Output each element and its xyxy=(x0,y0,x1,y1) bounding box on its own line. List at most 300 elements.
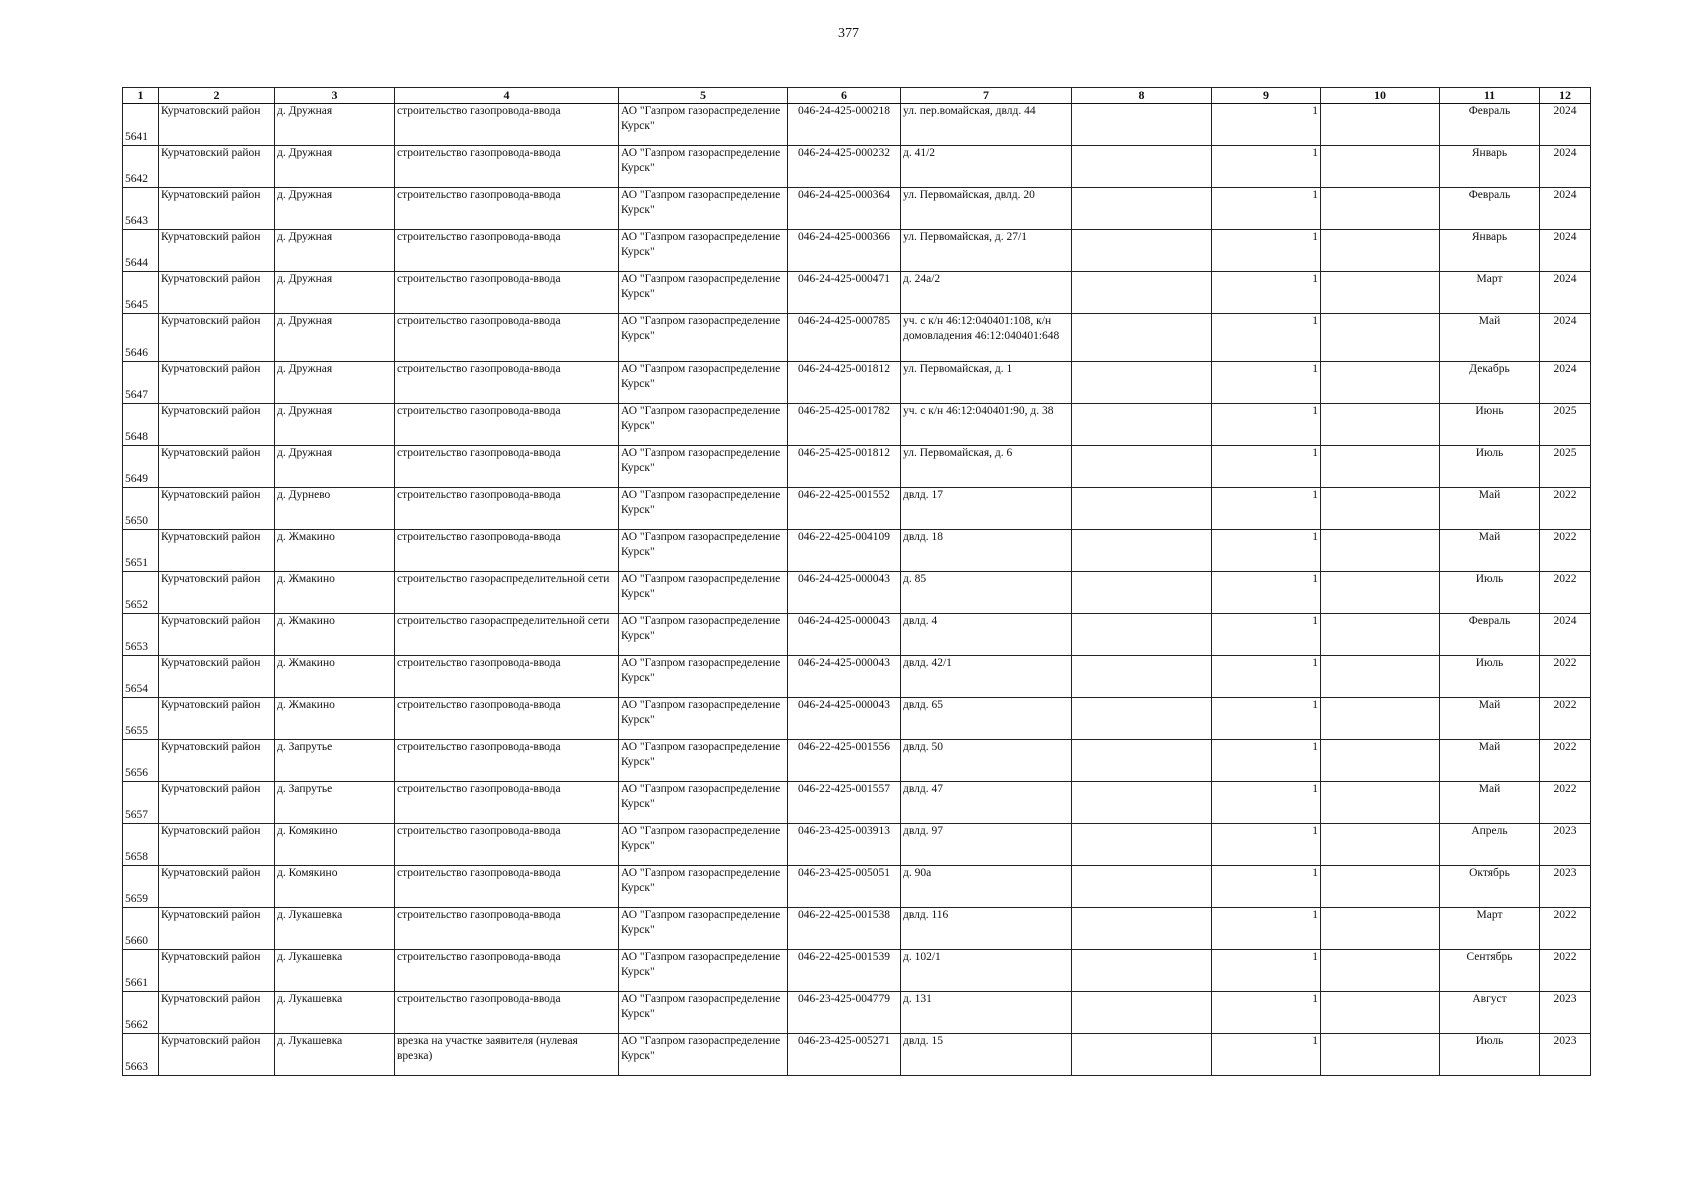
address-cell: двлд. 50 xyxy=(901,740,1072,782)
locality-cell: д. Запрутье xyxy=(275,782,395,824)
table-row xyxy=(123,362,1591,404)
quantity-cell: 1 xyxy=(1212,188,1321,230)
application-code-cell: 046-23-425-005271 xyxy=(788,1034,901,1076)
locality-cell: д. Комякино xyxy=(275,866,395,908)
column-8-cell xyxy=(1072,572,1212,614)
address-cell: д. 41/2 xyxy=(901,146,1072,188)
row-number: 5655 xyxy=(123,698,159,740)
row-number: 5651 xyxy=(123,530,159,572)
column-10-cell xyxy=(1321,530,1440,572)
column-10-cell xyxy=(1321,950,1440,992)
organization-cell: АО "Газпром газораспределение Курск" xyxy=(619,656,788,698)
row-number: 5646 xyxy=(123,314,159,362)
column-header: 4 xyxy=(395,88,619,104)
address-cell: двлд. 42/1 xyxy=(901,656,1072,698)
address-cell: ул. Первомайская, д. 27/1 xyxy=(901,230,1072,272)
organization-cell: АО "Газпром газораспределение Курск" xyxy=(619,950,788,992)
column-header: 11 xyxy=(1440,88,1540,104)
month-cell: Апрель xyxy=(1440,824,1540,866)
row-number: 5657 xyxy=(123,782,159,824)
locality-cell: д. Жмакино xyxy=(275,530,395,572)
organization-cell: АО "Газпром газораспределение Курск" xyxy=(619,782,788,824)
quantity-cell: 1 xyxy=(1212,908,1321,950)
address-cell: д. 24а/2 xyxy=(901,272,1072,314)
organization-cell: АО "Газпром газораспределение Курск" xyxy=(619,698,788,740)
table-row xyxy=(123,272,1591,314)
month-cell: Май xyxy=(1440,698,1540,740)
application-code-cell: 046-23-425-005051 xyxy=(788,866,901,908)
row-number: 5645 xyxy=(123,272,159,314)
column-10-cell xyxy=(1321,146,1440,188)
district-cell: Курчатовский район xyxy=(159,950,275,992)
row-number: 5656 xyxy=(123,740,159,782)
year-cell: 2022 xyxy=(1540,908,1591,950)
column-10-cell xyxy=(1321,188,1440,230)
row-number: 5658 xyxy=(123,824,159,866)
column-header: 1 xyxy=(123,88,159,104)
application-code-cell: 046-24-425-000785 xyxy=(788,314,901,362)
quantity-cell: 1 xyxy=(1212,782,1321,824)
application-code-cell: 046-24-425-000471 xyxy=(788,272,901,314)
month-cell: Июнь xyxy=(1440,404,1540,446)
work-type-cell: строительство газопровода-ввода xyxy=(395,488,619,530)
row-number: 5661 xyxy=(123,950,159,992)
column-header: 2 xyxy=(159,88,275,104)
column-10-cell xyxy=(1321,656,1440,698)
column-header: 3 xyxy=(275,88,395,104)
locality-cell: д. Дружная xyxy=(275,446,395,488)
district-cell: Курчатовский район xyxy=(159,782,275,824)
column-10-cell xyxy=(1321,866,1440,908)
column-10-cell xyxy=(1321,446,1440,488)
district-cell: Курчатовский район xyxy=(159,272,275,314)
year-cell: 2022 xyxy=(1540,530,1591,572)
district-cell: Курчатовский район xyxy=(159,146,275,188)
quantity-cell: 1 xyxy=(1212,740,1321,782)
year-cell: 2024 xyxy=(1540,188,1591,230)
organization-cell: АО "Газпром газораспределение Курск" xyxy=(619,1034,788,1076)
application-code-cell: 046-24-425-000043 xyxy=(788,698,901,740)
column-8-cell xyxy=(1072,188,1212,230)
column-10-cell xyxy=(1321,314,1440,362)
quantity-cell: 1 xyxy=(1212,656,1321,698)
district-cell: Курчатовский район xyxy=(159,866,275,908)
organization-cell: АО "Газпром газораспределение Курск" xyxy=(619,614,788,656)
locality-cell: д. Жмакино xyxy=(275,698,395,740)
application-code-cell: 046-24-425-001812 xyxy=(788,362,901,404)
row-number: 5641 xyxy=(123,104,159,146)
column-header: 12 xyxy=(1540,88,1591,104)
work-type-cell: строительство газопровода-ввода xyxy=(395,530,619,572)
month-cell: Июль xyxy=(1440,1034,1540,1076)
district-cell: Курчатовский район xyxy=(159,908,275,950)
quantity-cell: 1 xyxy=(1212,992,1321,1034)
application-code-cell: 046-22-425-001552 xyxy=(788,488,901,530)
month-cell: Март xyxy=(1440,272,1540,314)
year-cell: 2023 xyxy=(1540,866,1591,908)
column-10-cell xyxy=(1321,992,1440,1034)
application-code-cell: 046-22-425-001556 xyxy=(788,740,901,782)
locality-cell: д. Дружная xyxy=(275,188,395,230)
column-10-cell xyxy=(1321,272,1440,314)
row-number: 5643 xyxy=(123,188,159,230)
locality-cell: д. Дружная xyxy=(275,362,395,404)
application-code-cell: 046-24-425-000232 xyxy=(788,146,901,188)
row-number: 5662 xyxy=(123,992,159,1034)
district-cell: Курчатовский район xyxy=(159,1034,275,1076)
month-cell: Июль xyxy=(1440,446,1540,488)
locality-cell: д. Дурнево xyxy=(275,488,395,530)
organization-cell: АО "Газпром газораспределение Курск" xyxy=(619,446,788,488)
organization-cell: АО "Газпром газораспределение Курск" xyxy=(619,362,788,404)
month-cell: Август xyxy=(1440,992,1540,1034)
year-cell: 2024 xyxy=(1540,314,1591,362)
column-10-cell xyxy=(1321,908,1440,950)
work-type-cell: строительство газораспределительной сети xyxy=(395,572,619,614)
year-cell: 2023 xyxy=(1540,992,1591,1034)
work-type-cell: строительство газопровода-ввода xyxy=(395,272,619,314)
district-cell: Курчатовский район xyxy=(159,530,275,572)
year-cell: 2022 xyxy=(1540,950,1591,992)
month-cell: Февраль xyxy=(1440,188,1540,230)
district-cell: Курчатовский район xyxy=(159,230,275,272)
year-cell: 2024 xyxy=(1540,104,1591,146)
table-row xyxy=(123,530,1591,572)
year-cell: 2022 xyxy=(1540,782,1591,824)
locality-cell: д. Лукашевка xyxy=(275,908,395,950)
table-row xyxy=(123,656,1591,698)
row-number: 5649 xyxy=(123,446,159,488)
table-row xyxy=(123,614,1591,656)
locality-cell: д. Дружная xyxy=(275,404,395,446)
address-cell: двлд. 47 xyxy=(901,782,1072,824)
application-code-cell: 046-24-425-000043 xyxy=(788,572,901,614)
month-cell: Сентябрь xyxy=(1440,950,1540,992)
table-row xyxy=(123,404,1591,446)
work-type-cell: строительство газопровода-ввода xyxy=(395,656,619,698)
column-8-cell xyxy=(1072,362,1212,404)
year-cell: 2025 xyxy=(1540,446,1591,488)
work-type-cell: строительство газопровода-ввода xyxy=(395,188,619,230)
quantity-cell: 1 xyxy=(1212,314,1321,362)
locality-cell: д. Лукашевка xyxy=(275,950,395,992)
column-8-cell xyxy=(1072,614,1212,656)
organization-cell: АО "Газпром газораспределение Курск" xyxy=(619,188,788,230)
column-header: 6 xyxy=(788,88,901,104)
work-type-cell: строительство газопровода-ввода xyxy=(395,230,619,272)
application-code-cell: 046-24-425-000043 xyxy=(788,656,901,698)
column-10-cell xyxy=(1321,1034,1440,1076)
work-type-cell: строительство газопровода-ввода xyxy=(395,950,619,992)
column-header: 8 xyxy=(1072,88,1212,104)
address-cell: ул. Первомайская, д. 6 xyxy=(901,446,1072,488)
month-cell: Июль xyxy=(1440,572,1540,614)
row-number: 5654 xyxy=(123,656,159,698)
organization-cell: АО "Газпром газораспределение Курск" xyxy=(619,824,788,866)
column-8-cell xyxy=(1072,908,1212,950)
locality-cell: д. Дружная xyxy=(275,314,395,362)
application-code-cell: 046-24-425-000366 xyxy=(788,230,901,272)
column-10-cell xyxy=(1321,782,1440,824)
organization-cell: АО "Газпром газораспределение Курск" xyxy=(619,740,788,782)
month-cell: Май xyxy=(1440,314,1540,362)
column-8-cell xyxy=(1072,866,1212,908)
address-cell: д. 131 xyxy=(901,992,1072,1034)
year-cell: 2022 xyxy=(1540,488,1591,530)
row-number: 5647 xyxy=(123,362,159,404)
quantity-cell: 1 xyxy=(1212,698,1321,740)
quantity-cell: 1 xyxy=(1212,446,1321,488)
address-cell: двлд. 15 xyxy=(901,1034,1072,1076)
address-cell: ул. Первомайская, д. 1 xyxy=(901,362,1072,404)
application-code-cell: 046-25-425-001782 xyxy=(788,404,901,446)
year-cell: 2024 xyxy=(1540,614,1591,656)
district-cell: Курчатовский район xyxy=(159,572,275,614)
row-number: 5663 xyxy=(123,1034,159,1076)
year-cell: 2022 xyxy=(1540,698,1591,740)
district-cell: Курчатовский район xyxy=(159,404,275,446)
district-cell: Курчатовский район xyxy=(159,992,275,1034)
column-10-cell xyxy=(1321,230,1440,272)
quantity-cell: 1 xyxy=(1212,104,1321,146)
application-code-cell: 046-22-425-001538 xyxy=(788,908,901,950)
register-body xyxy=(123,104,1591,1076)
year-cell: 2024 xyxy=(1540,362,1591,404)
organization-cell: АО "Газпром газораспределение Курск" xyxy=(619,866,788,908)
quantity-cell: 1 xyxy=(1212,146,1321,188)
work-type-cell: врезка на участке заявителя (нулевая врезка) xyxy=(395,1034,619,1076)
district-cell: Курчатовский район xyxy=(159,698,275,740)
organization-cell: АО "Газпром газораспределение Курск" xyxy=(619,104,788,146)
work-type-cell: строительство газопровода-ввода xyxy=(395,146,619,188)
row-number: 5644 xyxy=(123,230,159,272)
locality-cell: д. Жмакино xyxy=(275,572,395,614)
column-10-cell xyxy=(1321,824,1440,866)
header-row xyxy=(123,88,1591,104)
column-header: 10 xyxy=(1321,88,1440,104)
work-type-cell: строительство газопровода-ввода xyxy=(395,866,619,908)
work-type-cell: строительство газопровода-ввода xyxy=(395,824,619,866)
locality-cell: д. Дружная xyxy=(275,146,395,188)
year-cell: 2025 xyxy=(1540,404,1591,446)
district-cell: Курчатовский район xyxy=(159,656,275,698)
column-10-cell xyxy=(1321,104,1440,146)
district-cell: Курчатовский район xyxy=(159,314,275,362)
column-10-cell xyxy=(1321,362,1440,404)
year-cell: 2024 xyxy=(1540,146,1591,188)
column-10-cell xyxy=(1321,740,1440,782)
address-cell: д. 102/1 xyxy=(901,950,1072,992)
month-cell: Октябрь xyxy=(1440,866,1540,908)
work-type-cell: строительство газопровода-ввода xyxy=(395,992,619,1034)
column-header: 9 xyxy=(1212,88,1321,104)
locality-cell: д. Дружная xyxy=(275,230,395,272)
table-row xyxy=(123,908,1591,950)
locality-cell: д. Дружная xyxy=(275,272,395,314)
register-table xyxy=(122,87,1591,1076)
address-cell: д. 90а xyxy=(901,866,1072,908)
table-row xyxy=(123,992,1591,1034)
application-code-cell: 046-24-425-000364 xyxy=(788,188,901,230)
quantity-cell: 1 xyxy=(1212,614,1321,656)
table-row xyxy=(123,146,1591,188)
locality-cell: д. Комякино xyxy=(275,824,395,866)
locality-cell: д. Запрутье xyxy=(275,740,395,782)
organization-cell: АО "Газпром газораспределение Курск" xyxy=(619,404,788,446)
table-row xyxy=(123,740,1591,782)
column-8-cell xyxy=(1072,104,1212,146)
month-cell: Декабрь xyxy=(1440,362,1540,404)
column-8-cell xyxy=(1072,230,1212,272)
district-cell: Курчатовский район xyxy=(159,614,275,656)
work-type-cell: строительство газопровода-ввода xyxy=(395,446,619,488)
district-cell: Курчатовский район xyxy=(159,488,275,530)
address-cell: двлд. 116 xyxy=(901,908,1072,950)
address-cell: двлд. 97 xyxy=(901,824,1072,866)
district-cell: Курчатовский район xyxy=(159,362,275,404)
table-row xyxy=(123,950,1591,992)
month-cell: Май xyxy=(1440,488,1540,530)
column-8-cell xyxy=(1072,782,1212,824)
application-code-cell: 046-23-425-004779 xyxy=(788,992,901,1034)
work-type-cell: строительство газопровода-ввода xyxy=(395,362,619,404)
organization-cell: АО "Газпром газораспределение Курск" xyxy=(619,992,788,1034)
application-code-cell: 046-22-425-001557 xyxy=(788,782,901,824)
month-cell: Февраль xyxy=(1440,104,1540,146)
locality-cell: д. Лукашевка xyxy=(275,1034,395,1076)
work-type-cell: строительство газопровода-ввода xyxy=(395,404,619,446)
column-8-cell xyxy=(1072,656,1212,698)
year-cell: 2023 xyxy=(1540,824,1591,866)
locality-cell: д. Лукашевка xyxy=(275,992,395,1034)
month-cell: Май xyxy=(1440,740,1540,782)
column-10-cell xyxy=(1321,488,1440,530)
table-row xyxy=(123,782,1591,824)
quantity-cell: 1 xyxy=(1212,230,1321,272)
quantity-cell: 1 xyxy=(1212,866,1321,908)
row-number: 5642 xyxy=(123,146,159,188)
quantity-cell: 1 xyxy=(1212,950,1321,992)
row-number: 5652 xyxy=(123,572,159,614)
page-number: 377 xyxy=(838,26,859,41)
quantity-cell: 1 xyxy=(1212,530,1321,572)
month-cell: Июль xyxy=(1440,656,1540,698)
quantity-cell: 1 xyxy=(1212,404,1321,446)
organization-cell: АО "Газпром газораспределение Курск" xyxy=(619,272,788,314)
column-10-cell xyxy=(1321,614,1440,656)
table-row xyxy=(123,188,1591,230)
address-cell: ул. Первомайская, двлд. 20 xyxy=(901,188,1072,230)
table-row xyxy=(123,446,1591,488)
locality-cell: д. Жмакино xyxy=(275,614,395,656)
address-cell: двлд. 17 xyxy=(901,488,1072,530)
year-cell: 2024 xyxy=(1540,272,1591,314)
table-row xyxy=(123,698,1591,740)
quantity-cell: 1 xyxy=(1212,572,1321,614)
month-cell: Январь xyxy=(1440,230,1540,272)
quantity-cell: 1 xyxy=(1212,272,1321,314)
work-type-cell: строительство газопровода-ввода xyxy=(395,908,619,950)
column-8-cell xyxy=(1072,1034,1212,1076)
work-type-cell: строительство газопровода-ввода xyxy=(395,782,619,824)
quantity-cell: 1 xyxy=(1212,1034,1321,1076)
month-cell: Март xyxy=(1440,908,1540,950)
month-cell: Январь xyxy=(1440,146,1540,188)
address-cell: двлд. 65 xyxy=(901,698,1072,740)
row-number: 5648 xyxy=(123,404,159,446)
district-cell: Курчатовский район xyxy=(159,104,275,146)
work-type-cell: строительство газопровода-ввода xyxy=(395,314,619,362)
application-code-cell: 046-22-425-001539 xyxy=(788,950,901,992)
application-code-cell: 046-23-425-003913 xyxy=(788,824,901,866)
month-cell: Май xyxy=(1440,782,1540,824)
address-cell: д. 85 xyxy=(901,572,1072,614)
year-cell: 2023 xyxy=(1540,1034,1591,1076)
table-row xyxy=(123,104,1591,146)
organization-cell: АО "Газпром газораспределение Курск" xyxy=(619,572,788,614)
column-8-cell xyxy=(1072,740,1212,782)
column-8-cell xyxy=(1072,146,1212,188)
year-cell: 2022 xyxy=(1540,572,1591,614)
address-cell: уч. с к/н 46:12:040401:108, к/н домовладения 46:12:040401:648 xyxy=(901,314,1072,362)
locality-cell: д. Дружная xyxy=(275,104,395,146)
column-8-cell xyxy=(1072,698,1212,740)
table-row xyxy=(123,824,1591,866)
address-cell: уч. с к/н 46:12:040401:90, д. 38 xyxy=(901,404,1072,446)
work-type-cell: строительство газопровода-ввода xyxy=(395,104,619,146)
row-number: 5660 xyxy=(123,908,159,950)
column-8-cell xyxy=(1072,488,1212,530)
year-cell: 2022 xyxy=(1540,740,1591,782)
address-cell: ул. пер.вомайская, двлд. 44 xyxy=(901,104,1072,146)
month-cell: Май xyxy=(1440,530,1540,572)
column-10-cell xyxy=(1321,572,1440,614)
month-cell: Февраль xyxy=(1440,614,1540,656)
application-code-cell: 046-24-425-000043 xyxy=(788,614,901,656)
district-cell: Курчатовский район xyxy=(159,740,275,782)
table-row xyxy=(123,866,1591,908)
locality-cell: д. Жмакино xyxy=(275,656,395,698)
work-type-cell: строительство газораспределительной сети xyxy=(395,614,619,656)
table-row xyxy=(123,1034,1591,1076)
organization-cell: АО "Газпром газораспределение Курск" xyxy=(619,314,788,362)
table-row xyxy=(123,230,1591,272)
district-cell: Курчатовский район xyxy=(159,446,275,488)
year-cell: 2022 xyxy=(1540,656,1591,698)
column-10-cell xyxy=(1321,698,1440,740)
table-row xyxy=(123,488,1591,530)
column-header: 5 xyxy=(619,88,788,104)
year-cell: 2024 xyxy=(1540,230,1591,272)
column-8-cell xyxy=(1072,824,1212,866)
work-type-cell: строительство газопровода-ввода xyxy=(395,740,619,782)
row-number: 5659 xyxy=(123,866,159,908)
column-8-cell xyxy=(1072,992,1212,1034)
row-number: 5650 xyxy=(123,488,159,530)
column-8-cell xyxy=(1072,530,1212,572)
table-row xyxy=(123,572,1591,614)
column-8-cell xyxy=(1072,446,1212,488)
column-header: 7 xyxy=(901,88,1072,104)
table-row xyxy=(123,314,1591,362)
quantity-cell: 1 xyxy=(1212,362,1321,404)
application-code-cell: 046-24-425-000218 xyxy=(788,104,901,146)
organization-cell: АО "Газпром газораспределение Курск" xyxy=(619,908,788,950)
quantity-cell: 1 xyxy=(1212,488,1321,530)
address-cell: двлд. 18 xyxy=(901,530,1072,572)
column-8-cell xyxy=(1072,272,1212,314)
column-8-cell xyxy=(1072,950,1212,992)
